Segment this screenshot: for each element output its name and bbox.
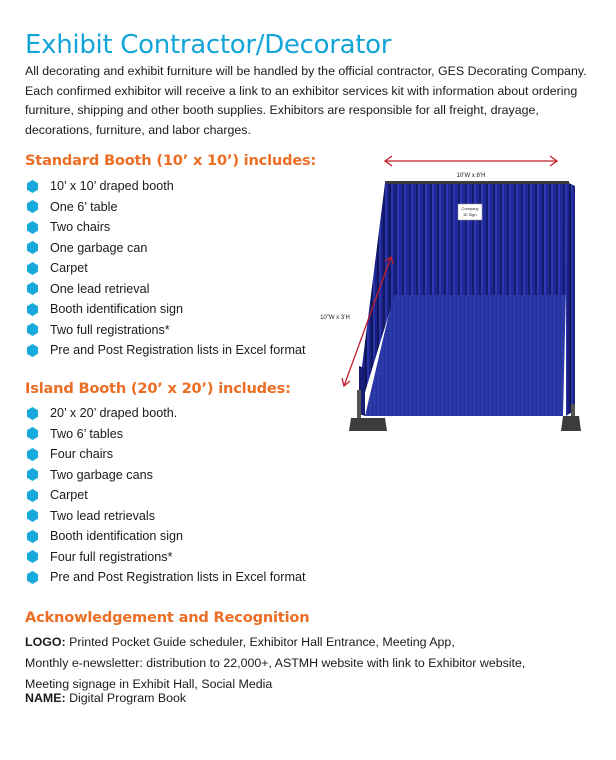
list-item: [25, 526, 305, 547]
island-booth-list: [25, 403, 305, 588]
sign-line-1: Company: [461, 206, 479, 211]
intro-paragraph: All decorating and exhibit furniture will be handled by the official contractor, GES Decorating Company. Each confirmed exhibitor will receive a link to an exhibitor services kit with information about ordering furniture, shipping and other booth supplies. Exhibitors are responsible for all freight, drayage, decorations, furniture, and labor charges.: [25, 64, 587, 137]
list-item-label: Booth identification sign: [50, 529, 184, 544]
list-item-label: One 6’ table: [50, 199, 118, 214]
list-item: [25, 197, 305, 218]
list-item: [25, 567, 305, 588]
list-item: [25, 258, 305, 279]
list-item-label: Two full registrations*: [50, 322, 170, 337]
hexagon-bullet-icon: [25, 281, 40, 296]
top-dimension-label: 10’W x 8’H: [456, 173, 486, 179]
name-recognition: [25, 688, 595, 709]
hexagon-bullet-icon: [25, 529, 40, 544]
list-item: [25, 485, 305, 506]
list-item-label: Booth identification sign: [50, 302, 184, 317]
hexagon-bullet-icon: [25, 467, 40, 482]
list-item-label: Carpet: [50, 261, 88, 276]
list-item-label: Two lead retrievals: [50, 508, 155, 523]
hexagon-bullet-icon: [25, 488, 40, 503]
sign-line-2: ID Sign: [463, 212, 477, 217]
list-item-label: Pre and Post Registration lists in Excel format: [50, 343, 306, 358]
list-item: [25, 465, 305, 486]
list-item: [25, 217, 305, 238]
list-item-label: 20’ x 20’ draped booth.: [50, 406, 178, 421]
list-item-label: 10’ x 10’ draped booth: [50, 179, 174, 194]
side-dimension-label: 10”W x 3’H: [320, 315, 350, 321]
list-item-label: One garbage can: [50, 240, 148, 255]
island-booth-heading: Island Booth (20’ x 20’) includes:: [25, 380, 291, 397]
list-item: [25, 547, 305, 568]
logo-recognition: [25, 632, 595, 695]
list-item: [25, 340, 305, 361]
list-item-label: Pre and Post Registration lists in Excel format: [50, 570, 306, 585]
hexagon-bullet-icon: [25, 220, 40, 235]
logo-label: LOGO:: [25, 635, 66, 649]
standard-booth-heading: Standard Booth (10’ x 10’) includes:: [25, 152, 317, 169]
list-item-label: Four chairs: [50, 447, 113, 462]
booth-back-drape: [385, 183, 569, 295]
list-item-label: One lead retrieval: [50, 281, 150, 296]
acknowledgement-heading: Acknowledgement and Recognition: [25, 609, 310, 626]
list-item-label: Four full registrations*: [50, 549, 173, 564]
list-item-label: Two garbage cans: [50, 467, 153, 482]
booth-image: [313, 148, 605, 440]
list-item-label: Carpet: [50, 488, 88, 503]
page-title: Exhibit Contractor/Decorator: [25, 30, 392, 60]
list-item: [25, 238, 305, 259]
hexagon-bullet-icon: [25, 406, 40, 421]
list-item: [25, 403, 305, 424]
hexagon-bullet-icon: [25, 322, 40, 337]
list-item-label: Two chairs: [50, 220, 111, 235]
logo-text-2: Monthly e-newsletter: distribution to 22,000+, ASTMH website with link to Exhibitor website,: [25, 656, 526, 670]
hexagon-bullet-icon: [25, 179, 40, 194]
hexagon-bullet-icon: [25, 343, 40, 358]
logo-text: Printed Pocket Guide scheduler, Exhibitor Hall Entrance, Meeting App,: [69, 635, 455, 649]
list-item: [25, 279, 305, 300]
list-item: [25, 444, 305, 465]
hexagon-bullet-icon: [25, 199, 40, 214]
hexagon-bullet-icon: [25, 261, 40, 276]
hexagon-bullet-icon: [25, 240, 40, 255]
list-item: [25, 176, 305, 197]
booth-carpet: [365, 288, 566, 416]
list-item: [25, 320, 305, 341]
list-item: [25, 299, 305, 320]
standard-booth-list: [25, 176, 305, 361]
hexagon-bullet-icon: [25, 508, 40, 523]
list-item-label: Two 6’ tables: [50, 426, 124, 441]
hexagon-bullet-icon: [25, 302, 40, 317]
name-label: NAME:: [25, 691, 66, 705]
name-text: Digital Program Book: [69, 691, 187, 705]
hexagon-bullet-icon: [25, 426, 40, 441]
list-item: [25, 424, 305, 445]
logo-text-3: Meeting signage in Exhibit Hall, Social Media: [25, 677, 273, 691]
list-item: [25, 506, 305, 527]
hexagon-bullet-icon: [25, 549, 40, 564]
hexagon-bullet-icon: [25, 570, 40, 585]
hexagon-bullet-icon: [25, 447, 40, 462]
